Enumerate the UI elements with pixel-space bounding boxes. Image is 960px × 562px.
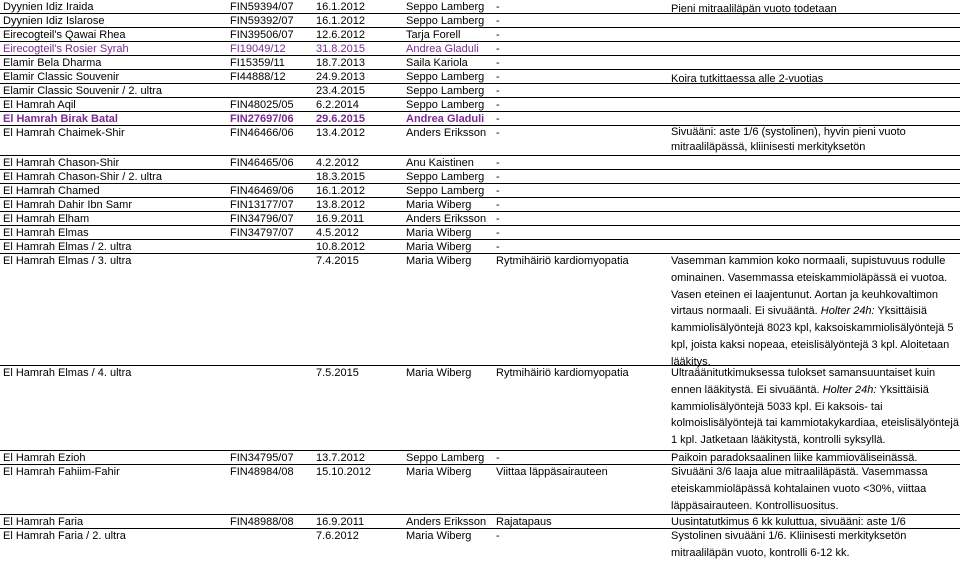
registration-number: FIN46469/06 [230,185,294,197]
table-row [0,226,960,240]
dog-name: El Hamrah Elmas / 3. ultra [3,255,132,267]
finding: - [496,213,500,225]
examiner: Seppo Lamberg [406,99,485,111]
registration-number: FIN34796/07 [230,213,294,225]
registration-number: FI15359/11 [230,57,285,69]
table-row [0,529,960,561]
finding: - [496,227,500,239]
exam-date: 16.9.2011 [316,516,365,528]
registration-number: FIN39506/07 [230,29,294,41]
exam-date: 13.8.2012 [316,199,365,211]
note: Paikoin paradoksaalinen liike kammioväliseinässä. [671,452,918,464]
exam-date: 16.1.2012 [316,185,365,197]
exam-date: 16.1.2012 [316,15,365,27]
note: Uusintatutkimus 6 kk kuluttua, sivuääni: aste 1/6 [671,516,906,528]
examiner: Seppo Lamberg [406,85,485,97]
table-row [0,70,960,84]
exam-date: 16.9.2011 [316,213,365,225]
finding: - [496,241,500,253]
examiner: Maria Wiberg [406,530,472,542]
finding: - [496,15,500,27]
dog-name: El Hamrah Elham [3,213,90,225]
dog-name: Dyynien Idiz Iraida [3,1,94,13]
exam-date: 13.4.2012 [316,127,365,139]
table-row [0,98,960,112]
examiner: Maria Wiberg [406,241,472,253]
dog-name: El Hamrah Aqil [3,99,76,111]
registration-number: FIN46465/06 [230,157,294,169]
note: Vasemman kammion koko normaali, supistuvuus rodulle ominainen. Vasemmassa eteiskammioläpässä ei vuotoa. Vasen eteinen ei laajentunut. Aortan ja keuhkovaltimon virtaus normaali. Ei sivuääntä. Holter 24h: Yksittäisiä kammiolisälyöntejä 8023 kpl, kaksoiskammiolisälyöntejä 5 kpl, joista kaksi nopeaa, eteislisälyöntejä 3 kpl. Aloitetaan lääkitys. [671,255,954,368]
dog-name: Dyynien Idiz Islarose [3,15,105,27]
table-row [0,84,960,98]
dog-name: El Hamrah Chason-Shir [3,157,120,169]
note: Pieni mitraaliläpän vuoto todetaan [671,3,837,15]
exam-date: 18.3.2015 [316,171,365,183]
finding: - [496,157,500,169]
finding: - [496,185,500,197]
examiner: Saila Kariola [406,57,468,69]
dog-name: El Hamrah Chamed [3,185,100,197]
table-row [0,240,960,254]
examiner: Andrea Gladuli [406,43,479,55]
finding: - [496,1,500,13]
exam-date: 4.5.2012 [316,227,359,239]
finding: - [496,71,500,83]
exam-date: 12.6.2012 [316,29,365,41]
dog-name: El Hamrah Birak Batal [3,113,118,125]
table-row [0,184,960,198]
table-row [0,14,960,28]
exam-date: 6.2.2014 [316,99,359,111]
examiner: Seppo Lamberg [406,1,485,13]
exam-date: 7.6.2012 [316,530,359,542]
table-row [0,254,960,366]
examiner: Maria Wiberg [406,367,472,379]
table-row [0,42,960,56]
exam-date: 29.6.2015 [316,113,365,125]
dog-name: El Hamrah Elmas / 2. ultra [3,241,132,253]
finding: - [496,171,500,183]
table-row [0,112,960,126]
finding: - [496,29,500,41]
table-row [0,28,960,42]
exam-date: 16.1.2012 [316,1,365,13]
exam-date: 18.7.2013 [316,57,365,69]
table-row [0,465,960,515]
note: Ultraäänitutkimuksessa tulokset samansuuntaiset kuin ennen lääkitystä. Ei sivuääntä. Holter 24h: Yksittäisiä kammiolisälyöntejä 5033 kpl. Ei kaksois- tai kolmoislisälyöntejä tai kammiotakykardiaa, eteislisälyöntejä 1 kpl. Jatketaan lääkitystä, kontrolli syksyllä. [671,367,959,447]
registration-number: FIN46466/06 [230,127,294,139]
dog-name: El Hamrah Ezioh [3,452,86,464]
dog-name: El Hamrah Chason-Shir / 2. ultra [3,171,162,183]
finding: - [496,43,500,55]
exam-date: 7.5.2015 [316,367,359,379]
table-row [0,198,960,212]
exam-date: 7.4.2015 [316,255,359,267]
examiner: Maria Wiberg [406,255,472,267]
table-row [0,515,960,529]
finding: - [496,57,500,69]
note: Koira tutkittaessa alle 2-vuotias [671,73,824,85]
examiner: Andrea Gladuli [406,113,485,125]
examiner: Maria Wiberg [406,199,472,211]
dog-name: El Hamrah Faria [3,516,84,528]
table-row [0,212,960,226]
registration-number: FIN48025/05 [230,99,294,111]
examiner: Anders Eriksson [406,127,487,139]
registration-number: FIN48984/08 [230,466,294,478]
finding: Rajatapaus [496,516,552,528]
dog-name: Elamir Bela Dharma [3,57,102,69]
examiner: Maria Wiberg [406,466,472,478]
finding: Rytmihäiriö kardiomyopatia [496,255,629,267]
examiner: Seppo Lamberg [406,171,485,183]
examiner: Seppo Lamberg [406,71,485,83]
dog-name: El Hamrah Elmas / 4. ultra [3,367,132,379]
table-row [0,126,960,156]
finding: Rytmihäiriö kardiomyopatia [496,367,629,379]
finding: Viittaa läppäsairauteen [496,466,608,478]
finding: - [496,99,500,111]
note: Sivuääni 3/6 laaja alue mitraaliläpästä. Vasemmassa eteiskammioläpässä kohtalainen vuoto <30%, viittaa läppäsairauteen. Kontrollisuositus. [671,466,928,512]
examiner: Maria Wiberg [406,227,472,239]
table-row [0,56,960,70]
registration-number: FIN34795/07 [230,452,294,464]
exam-date: 23.4.2015 [316,85,365,97]
dog-name: Eirecogteil's Rosier Syrah [3,43,129,55]
dog-name: Eirecogteil's Qawai Rhea [3,29,126,41]
examiner: Tarja Forell [406,29,461,41]
table-row [0,156,960,170]
registration-number: FIN48988/08 [230,516,294,528]
examiner: Anders Eriksson [406,516,487,528]
examiner: Seppo Lamberg [406,185,485,197]
table-row [0,170,960,184]
exam-date: 10.8.2012 [316,241,365,253]
examiner: Seppo Lamberg [406,452,485,464]
finding: - [496,127,500,139]
finding: - [496,85,500,97]
finding: - [496,199,500,211]
registration-number: FIN13177/07 [230,199,294,211]
registration-number: FIN27697/06 [230,113,294,125]
table-row [0,366,960,451]
finding: - [496,452,500,464]
exam-date: 13.7.2012 [316,452,365,464]
exam-date: 4.2.2012 [316,157,359,169]
dog-name: Elamir Classic Souvenir / 2. ultra [3,85,162,97]
registration-number: FIN34797/07 [230,227,294,239]
registration-number: FI19049/12 [230,43,286,55]
exam-date: 15.10.2012 [316,466,372,478]
exam-date: 24.9.2013 [316,71,365,83]
dog-name: El Hamrah Faria / 2. ultra [3,530,126,542]
examiner: Anu Kaistinen [406,157,474,169]
finding: - [496,530,500,542]
registration-number: FI44888/12 [230,71,286,83]
dog-name: El Hamrah Chaimek-Shir [3,127,125,139]
dog-name: El Hamrah Elmas [3,227,89,239]
exam-date: 31.8.2015 [316,43,365,55]
note: Sivuääni: aste 1/6 (systolinen), hyvin pieni vuoto mitraaliläpässä, kliinisesti merkityksetön [671,126,906,153]
table-row [0,0,960,14]
dog-name: El Hamrah Dahir Ibn Samr [3,199,132,211]
dog-name: Elamir Classic Souvenir [3,71,120,83]
table-row [0,451,960,465]
examiner: Anders Eriksson [406,213,487,225]
registration-number: FIN59392/07 [230,15,294,27]
finding: - [496,113,500,125]
registration-number: FIN59394/07 [230,1,294,13]
examiner: Seppo Lamberg [406,15,485,27]
dog-name: El Hamrah Fahiim-Fahir [3,466,120,478]
note: Systolinen sivuääni 1/6. Kliinisesti merkityksetön mitraaliläpän vuoto, kontrolli 6-12 kk. [671,530,907,559]
